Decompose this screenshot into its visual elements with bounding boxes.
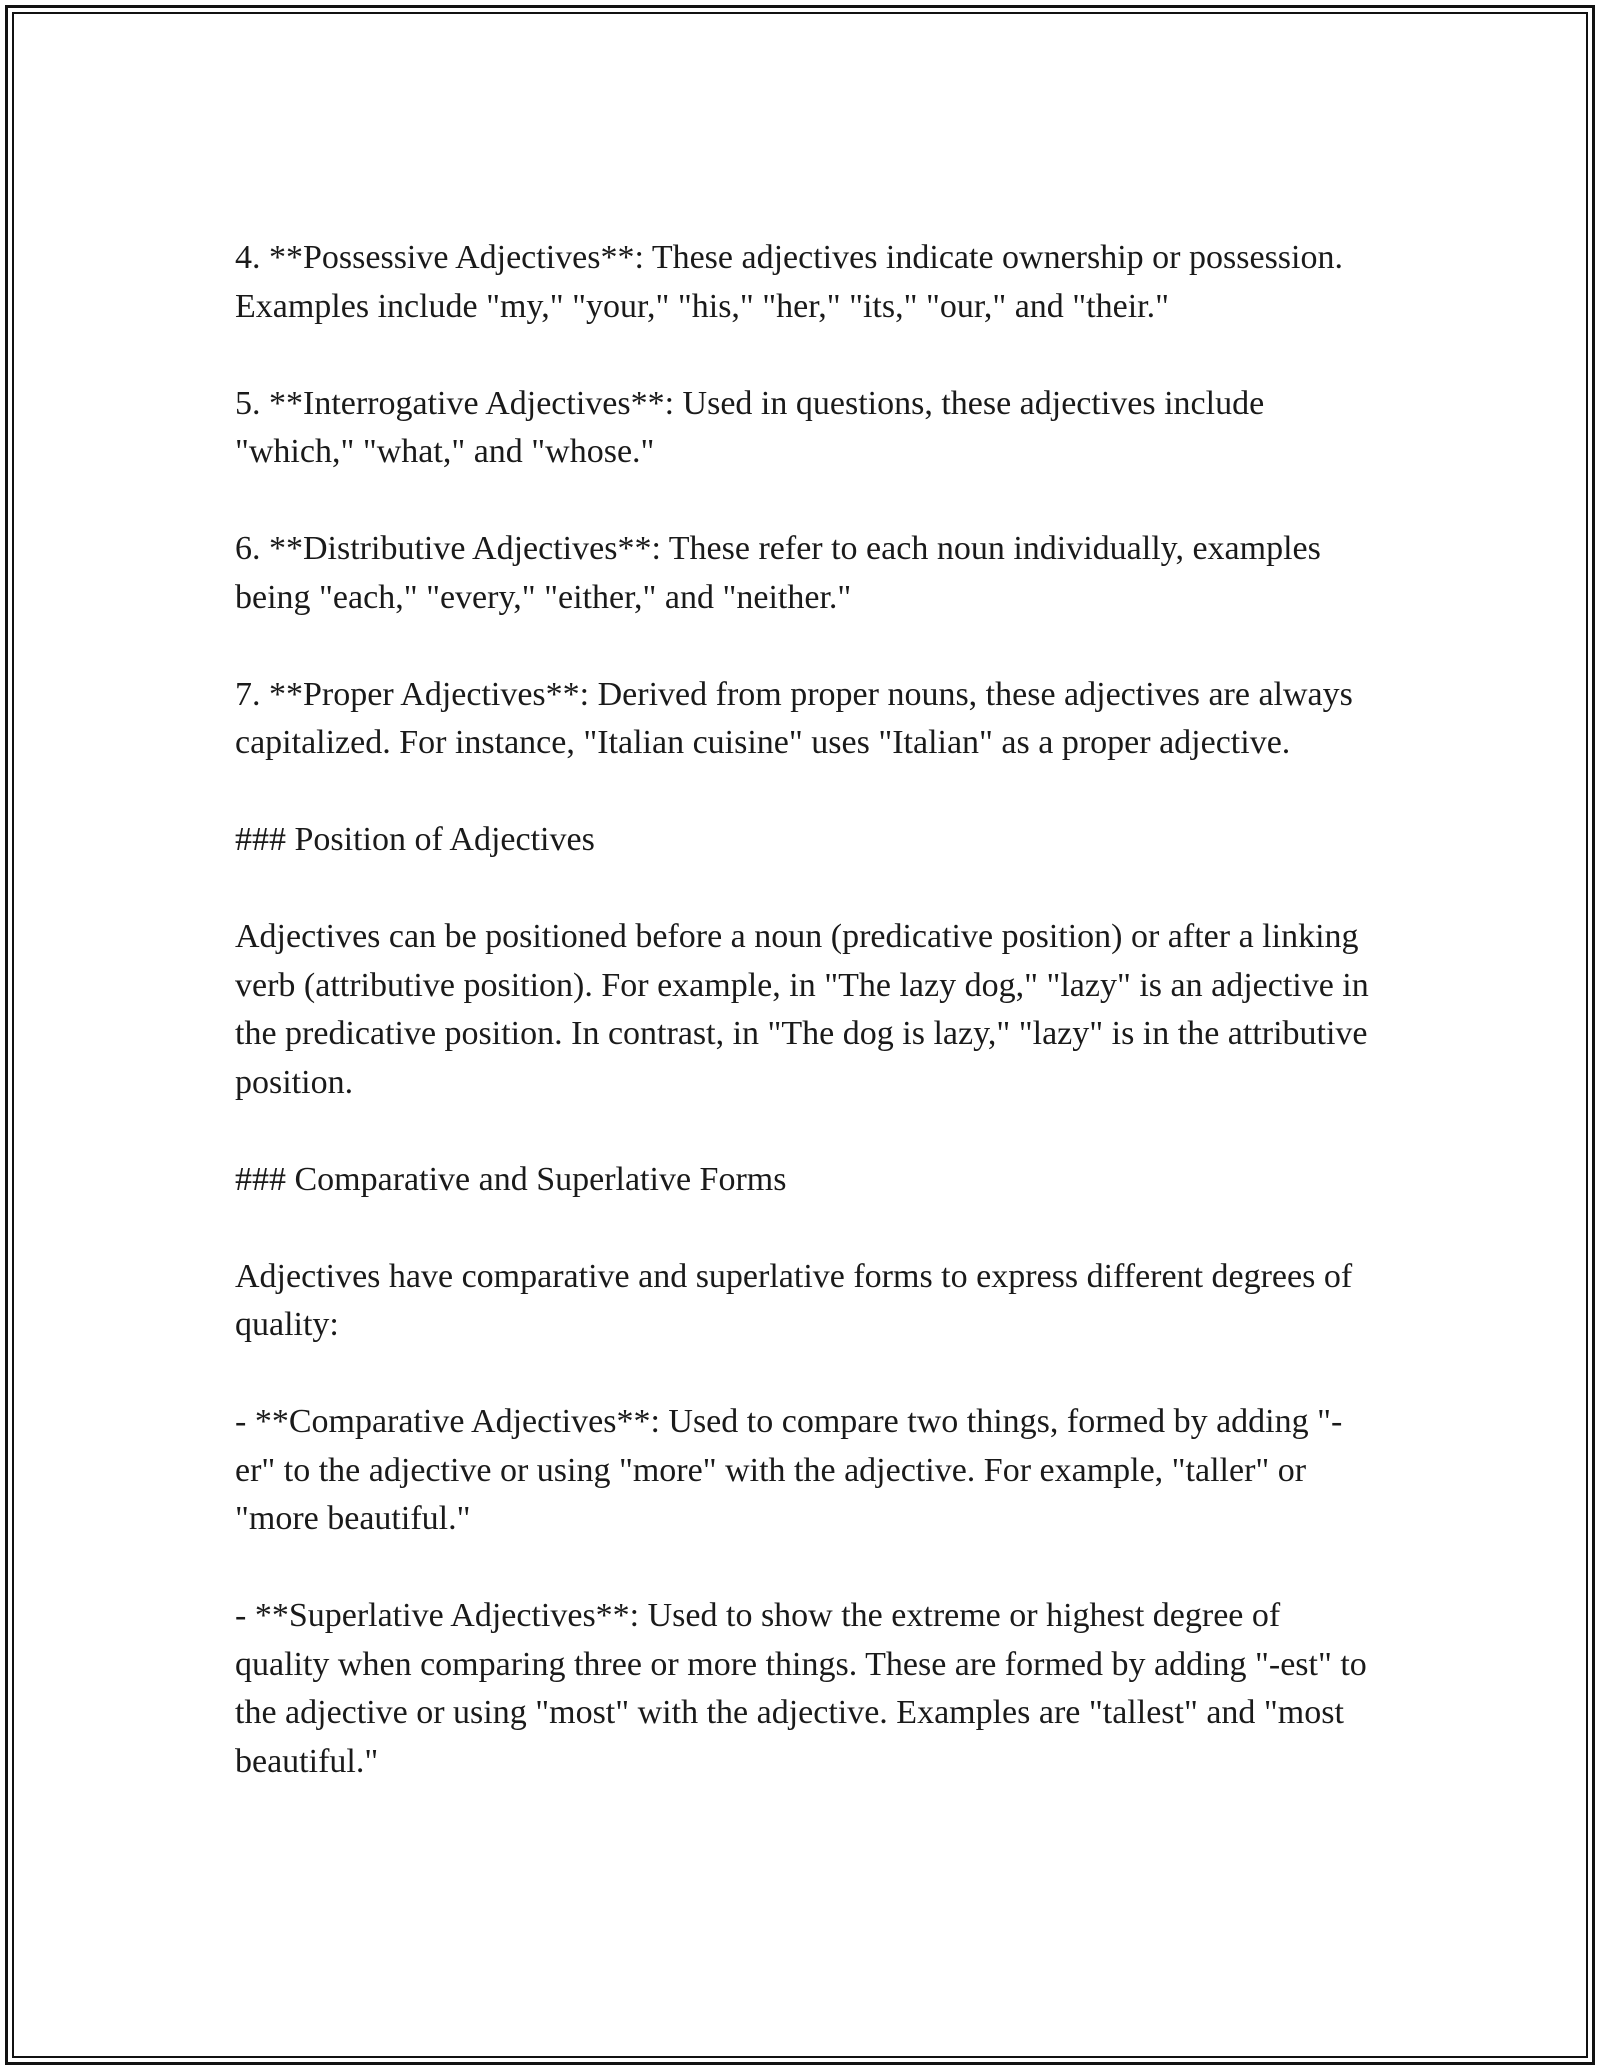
document-body bbox=[235, 234, 1375, 1786]
possessive-adjectives-item: 4. **Possessive Adjectives**: These adjectives indicate ownership or possession. Examples include "my," "your," "his," "her," "its," "our," and "their." bbox=[235, 239, 1343, 325]
forms-heading: ### Comparative and Superlative Forms bbox=[235, 1160, 787, 1198]
comparative-adjectives-item: - **Comparative Adjectives**: Used to compare two things, formed by adding "-er" to the adjective or using "more" with the adjective. For example, "taller" or "more beautiful." bbox=[235, 1403, 1343, 1537]
superlative-adjectives-item: - **Superlative Adjectives**: Used to show the extreme or highest degree of quality when comparing three or more things. These are formed by adding "-est" to the adjective or using "most" with the adjective. Examples are "tallest" and "most beautiful." bbox=[235, 1597, 1367, 1780]
proper-adjectives-item: 7. **Proper Adjectives**: Derived from proper nouns, these adjectives are always capitalized. For instance, "Italian cuisine" uses "Italian" as a proper adjective. bbox=[235, 675, 1353, 761]
distributive-adjectives-item: 6. **Distributive Adjectives**: These refer to each noun individually, examples being "each," "every," "either," and "neither." bbox=[235, 530, 1321, 616]
forms-intro-paragraph: Adjectives have comparative and superlative forms to express different degrees of quality: bbox=[235, 1257, 1353, 1343]
position-paragraph: Adjectives can be positioned before a noun (predicative position) or after a linking verb (attributive position). For example, in "The lazy dog," "lazy" is an adjective in the predicative position. In contrast, in "The dog is lazy," "lazy" is in the attributive position. bbox=[235, 918, 1369, 1101]
interrogative-adjectives-item: 5. **Interrogative Adjectives**: Used in questions, these adjectives include "which," "what," and "whose." bbox=[235, 384, 1265, 470]
position-heading: ### Position of Adjectives bbox=[235, 821, 595, 858]
